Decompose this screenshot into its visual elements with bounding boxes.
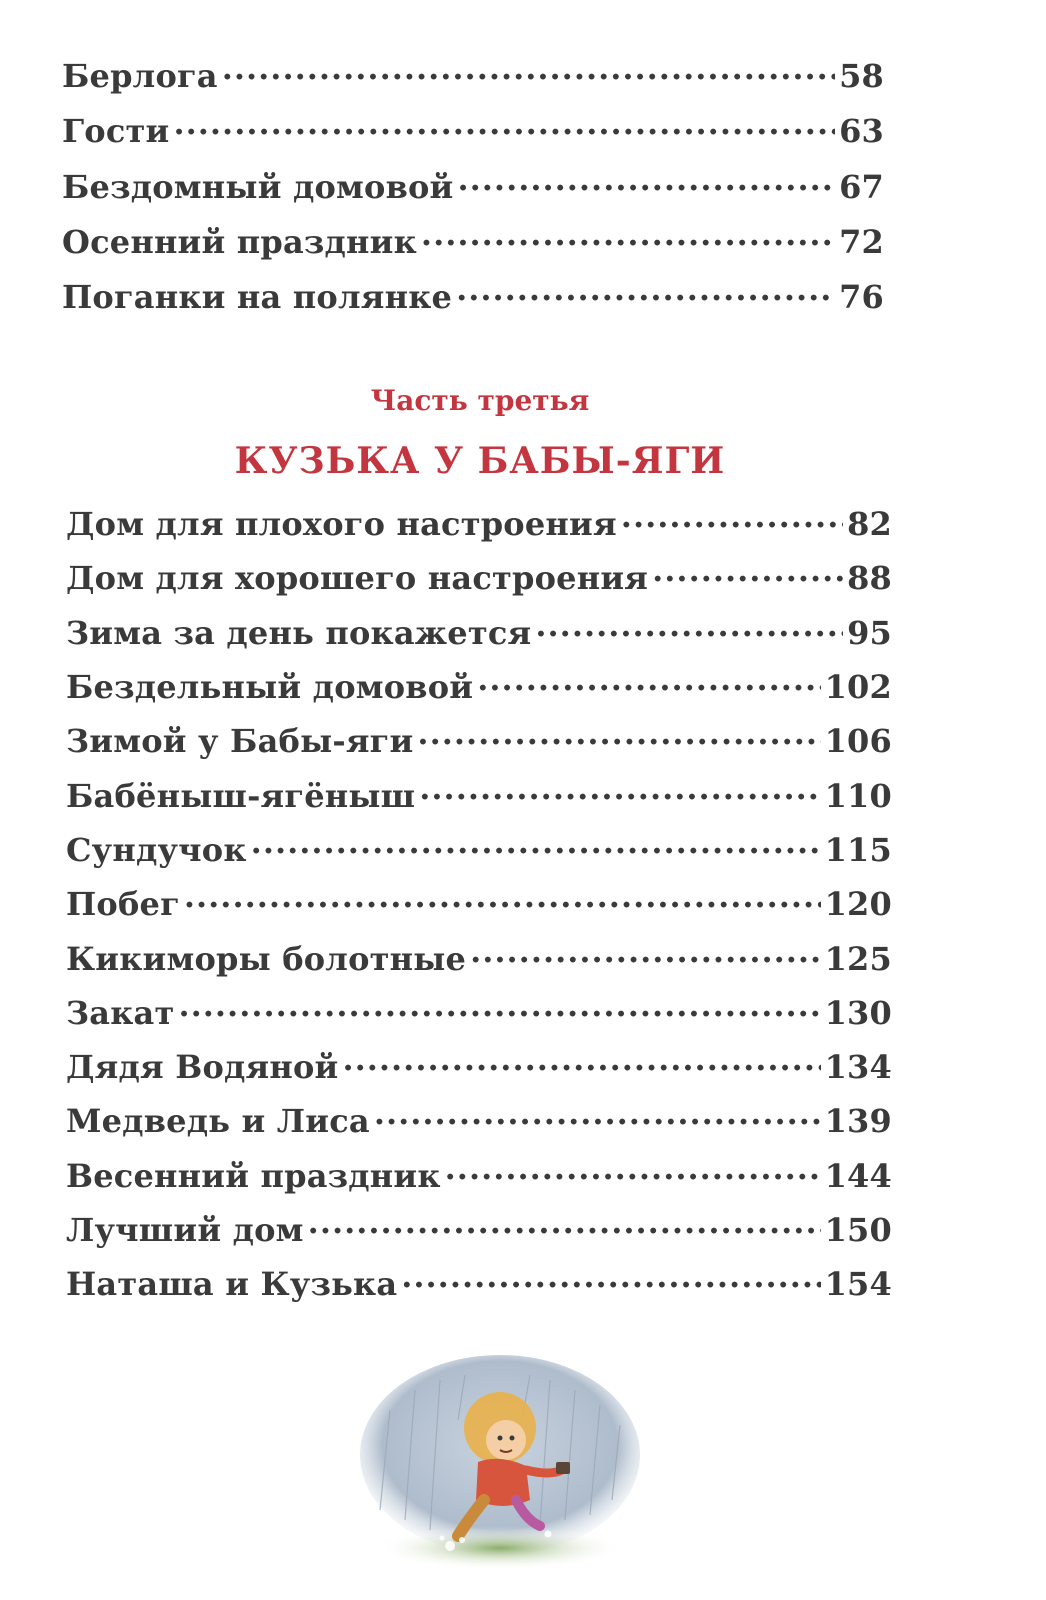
toc-entry-title: Побег	[66, 885, 180, 924]
toc-entry-page: 88	[847, 559, 892, 598]
toc-entry-page: 134	[824, 1048, 892, 1087]
grass-patch	[375, 1526, 625, 1570]
toc-entry[interactable]	[66, 500, 892, 554]
toc-entry[interactable]	[66, 880, 892, 934]
toc-entry-page: 125	[824, 939, 892, 978]
toc-entry-title: Бездельный домовой	[66, 668, 474, 707]
part-title: КУЗЬКА У БАБЫ-ЯГИ	[234, 440, 726, 482]
toc-entry-title: Дом для плохого настроения	[66, 505, 617, 544]
toc-entry[interactable]	[62, 52, 884, 107]
toc-entry-page: 120	[824, 885, 892, 924]
toc-leader-dots	[477, 663, 820, 698]
toc-entry[interactable]	[66, 717, 892, 771]
toc-entry[interactable]	[66, 1152, 892, 1206]
kuzka-face	[486, 1420, 526, 1460]
toc-entry[interactable]	[66, 1097, 892, 1151]
toc-entry-page: 144	[824, 1156, 892, 1195]
toc-leader-dots	[456, 273, 835, 308]
toc-leader-dots	[173, 107, 835, 142]
toc-entry-page: 154	[824, 1265, 892, 1304]
toc-entry[interactable]	[62, 273, 884, 328]
toc-leader-dots	[470, 934, 820, 969]
toc-entry[interactable]	[62, 107, 884, 162]
toc-entry[interactable]	[66, 989, 892, 1043]
toc-entry-title: Поганки на полянке	[62, 277, 453, 316]
toc-entry[interactable]	[66, 771, 892, 825]
toc-entry-page: 58	[839, 57, 884, 96]
toc-entry-title: Берлога	[62, 57, 218, 96]
toc-list-part-two	[62, 52, 884, 328]
toc-entry-page: 130	[824, 993, 892, 1032]
toc-leader-dots	[419, 771, 820, 806]
toc-entry-title: Закат	[66, 993, 175, 1032]
toc-entry-page: 139	[824, 1102, 892, 1141]
toc-leader-dots	[178, 989, 820, 1024]
toc-leader-dots	[401, 1260, 820, 1295]
toc-entry-title: Гости	[62, 112, 170, 151]
toc-entry-page: 150	[824, 1211, 892, 1250]
toc-entry[interactable]	[66, 1043, 892, 1097]
toc-entry-title: Наташа и Кузька	[66, 1265, 398, 1304]
toc-entry-title: Зимой у Бабы-яги	[66, 722, 414, 761]
toc-leader-dots	[222, 52, 835, 87]
toc-leader-dots	[417, 717, 820, 752]
toc-list-part-three	[66, 500, 892, 1314]
toc-entry-title: Осенний праздник	[62, 222, 417, 261]
toc-entry-page: 82	[847, 505, 892, 544]
kuzka-box	[556, 1462, 570, 1474]
toc-entry-title: Дом для хорошего настроения	[66, 559, 649, 598]
toc-leader-dots	[251, 826, 821, 861]
toc-leader-dots	[535, 609, 843, 644]
part-label: Часть третья	[370, 384, 590, 417]
toc-entry[interactable]	[62, 218, 884, 273]
toc-entry[interactable]	[66, 554, 892, 608]
toc-leader-dots	[374, 1097, 821, 1132]
toc-entry[interactable]	[66, 934, 892, 988]
toc-entry[interactable]	[66, 1206, 892, 1260]
toc-entry[interactable]	[66, 826, 892, 880]
toc-entry-page: 110	[824, 776, 892, 815]
kuzka-running-in-rain-illustration	[350, 1350, 650, 1580]
toc-entry-page: 67	[839, 167, 884, 206]
toc-entry-page: 102	[824, 668, 892, 707]
toc-entry-title: Сундучок	[66, 830, 247, 869]
toc-entry[interactable]	[66, 663, 892, 717]
toc-entry-page: 115	[824, 830, 892, 869]
toc-leader-dots	[421, 218, 835, 253]
toc-leader-dots	[458, 162, 836, 197]
toc-leader-dots	[308, 1206, 821, 1241]
toc-leader-dots	[652, 554, 843, 589]
toc-entry-page: 72	[839, 222, 884, 261]
toc-entry[interactable]	[66, 609, 892, 663]
toc-entry-page: 95	[847, 613, 892, 652]
illustration-svg	[350, 1350, 650, 1580]
toc-entry-title: Весенний праздник	[66, 1156, 441, 1195]
toc-entry-title: Медведь и Лиса	[66, 1102, 370, 1141]
toc-entry-page: 76	[839, 277, 884, 316]
toc-entry-title: Лучший дом	[66, 1211, 304, 1250]
toc-leader-dots	[184, 880, 821, 915]
toc-entry-title: Кикиморы болотные	[66, 939, 467, 978]
toc-entry-title: Бабёныш-ягёныш	[66, 776, 416, 815]
toc-entry[interactable]	[62, 162, 884, 217]
toc-entry-page: 106	[824, 722, 892, 761]
toc-entry-title: Дядя Водяной	[66, 1048, 339, 1087]
toc-leader-dots	[621, 500, 843, 535]
toc-entry-title: Зима за день покажется	[66, 613, 532, 652]
toc-entry-title: Бездомный домовой	[62, 167, 454, 206]
toc-entry[interactable]	[66, 1260, 892, 1314]
toc-leader-dots	[445, 1152, 821, 1187]
toc-entry-page: 63	[839, 112, 884, 151]
toc-leader-dots	[342, 1043, 820, 1078]
